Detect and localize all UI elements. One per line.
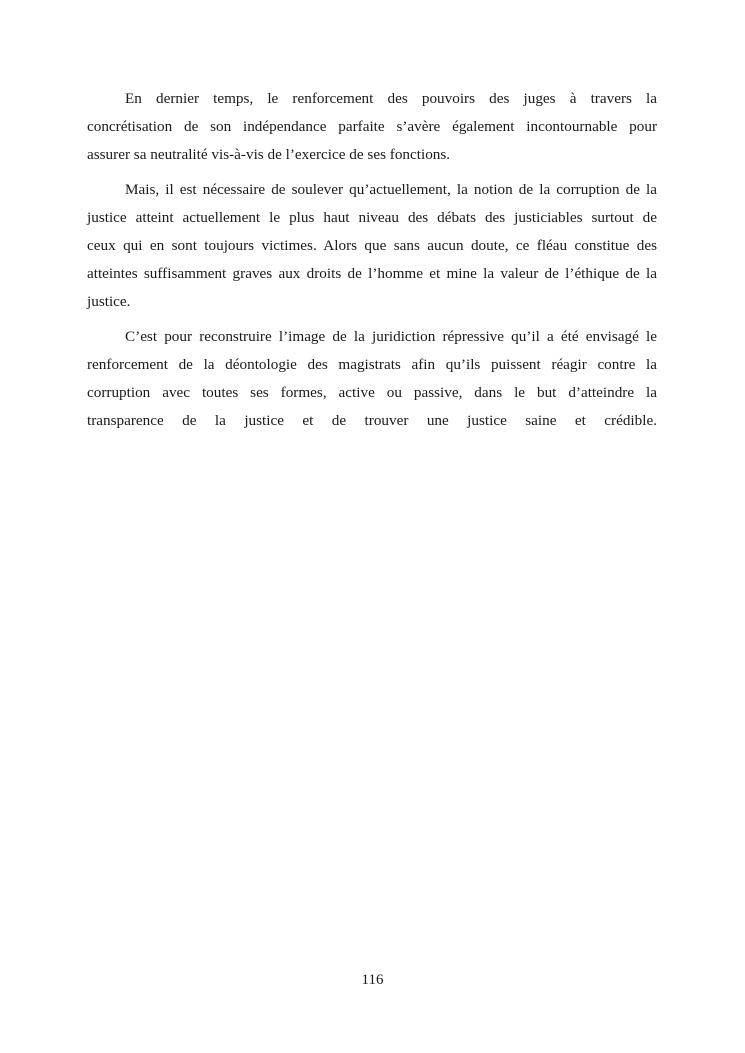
- text-line: justice atteint actuellement le plus haut niveau des débats des justiciables surtout de: [87, 209, 657, 226]
- text-line: concrétisation de son indépendance parfaite s’avère également incontournable pour: [87, 118, 657, 135]
- text-line: C’est pour reconstruire l’image de la juridiction répressive qu’il a été envisagé le: [125, 328, 657, 345]
- paragraph-2: [87, 179, 657, 319]
- text-line: atteintes suffisamment graves aux droits de l’homme et mine la valeur de l’éthique de la: [87, 265, 657, 282]
- text-line: corruption avec toutes ses formes, active ou passive, dans le but d’atteindre la: [87, 384, 657, 401]
- text-line: justice.: [87, 293, 131, 310]
- text-line: renforcement de la déontologie des magistrats afin qu’ils puissent réagir contre la: [87, 356, 657, 373]
- text-line: assurer sa neutralité vis-à-vis de l’exercice de ses fonctions.: [87, 146, 451, 163]
- document-body: [87, 88, 657, 445]
- paragraph-3: [87, 326, 657, 438]
- text-line: Mais, il est nécessaire de soulever qu’actuellement, la notion de la corruption de la: [125, 181, 657, 198]
- paragraph-1: [87, 88, 657, 172]
- text-line: transparence de la justice et de trouver une justice saine et crédible.: [87, 412, 657, 429]
- text-line: En dernier temps, le renforcement des pouvoirs des juges à travers la: [125, 90, 657, 107]
- page-number: 116: [361, 972, 384, 988]
- text-line: ceux qui en sont toujours victimes. Alors que sans aucun doute, ce fléau constitue des: [87, 237, 657, 254]
